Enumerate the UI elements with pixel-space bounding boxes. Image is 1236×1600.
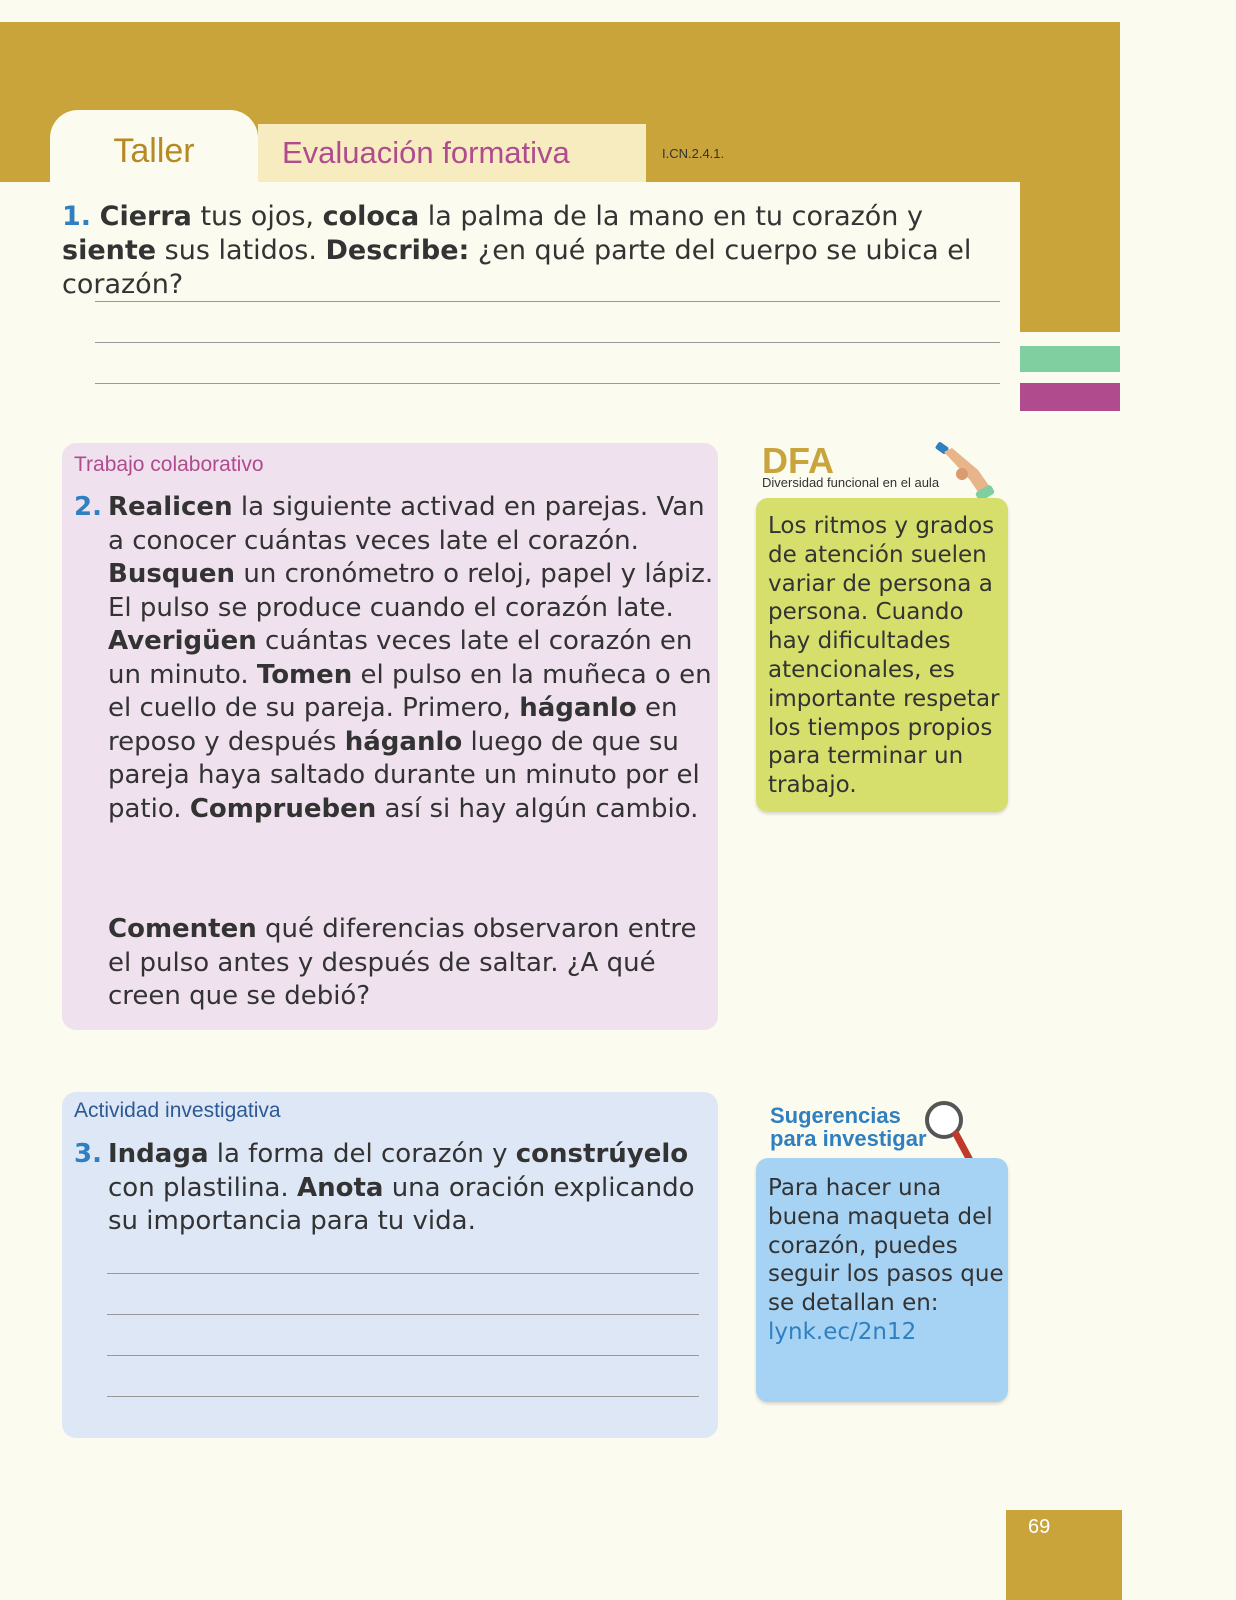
question-number: 3.	[74, 1139, 102, 1169]
green-tab-strip	[1020, 346, 1120, 372]
suggestions-title: Sugerencias para investigar	[770, 1103, 927, 1151]
answer-line[interactable]	[107, 1314, 699, 1315]
discussion-prompt: Comenten qué diferencias observaron entre el pulso antes y después de saltar. ¿A qué creen que se debió?	[108, 914, 697, 1011]
page-number: 69	[1028, 1516, 1051, 1538]
answer-line[interactable]	[107, 1273, 699, 1274]
question-number: 1.	[62, 201, 92, 232]
dfa-text: Los ritmos y grados de atención suelen variar de persona a persona. Cuando hay dificultades atencionales, es importante respetar los tiempos propios para terminar un trabajo.	[768, 513, 1000, 799]
dfa-title: DFA	[762, 440, 834, 481]
investigative-activity-title: Actividad investigativa	[74, 1099, 281, 1122]
hand-icon	[930, 440, 1000, 506]
dfa-subtitle: Diversidad funcional en el aula	[762, 475, 940, 490]
question-1	[62, 200, 1022, 302]
page-margin	[1120, 0, 1236, 1600]
suggestions-text: Para hacer una buena maqueta del corazón, puedes seguir los pasos que se detallan en: lynk.ec/2n12	[768, 1175, 1004, 1345]
question-text: Indaga la forma del corazón y constrúyelo con plastilina. Anota una oración explicando su importancia para tu vida.	[108, 1139, 695, 1236]
question-text: Realicen la siguiente activad en parejas. Van a conocer cuántas veces late el corazón. Busquen un cronómetro o reloj, papel y lápiz. El pulso se produce cuando el corazón late. Averigüen cuántas veces late el corazón en un minuto. Tomen el pulso en la muñeca o en el cuello de su pareja. Primero, háganlo en reposo y después háganlo luego de que su pareja haya saltado durante un minuto por el patio. Comprueben así si hay algún cambio.	[108, 492, 714, 824]
answer-line[interactable]	[95, 342, 1000, 343]
question-number: 2.	[74, 492, 102, 522]
collaborative-work-title: Trabajo colaborativo	[74, 453, 264, 476]
section-label: Evaluación formativa	[258, 124, 646, 182]
suggestions-link[interactable]: lynk.ec/2n12	[768, 1318, 917, 1345]
answer-line[interactable]	[107, 1396, 699, 1397]
answer-line[interactable]	[107, 1355, 699, 1356]
question-text: Cierra tus ojos, coloca la palma de la mano en tu corazón y siente sus latidos. Describe: ¿en qué parte del cuerpo se ubica el corazón?	[62, 201, 972, 300]
page-number-box	[1006, 1510, 1122, 1600]
margin-gold-band	[1020, 22, 1120, 332]
curriculum-code: I.CN.2.4.1.	[662, 146, 725, 161]
answer-line[interactable]	[95, 301, 1000, 302]
pink-tab-strip	[1020, 383, 1120, 411]
taller-tab: Taller	[50, 110, 258, 182]
answer-line[interactable]	[95, 383, 1000, 384]
